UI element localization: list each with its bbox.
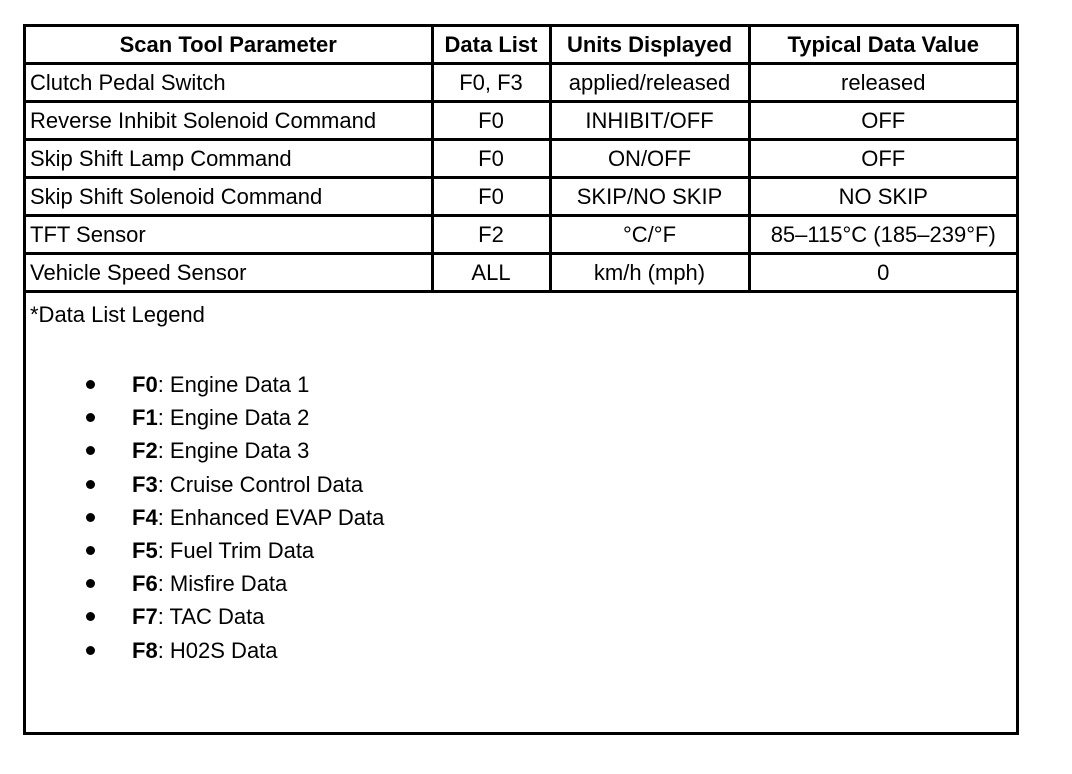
legend-label: : Engine Data 3 [157, 438, 310, 464]
list-item [30, 501, 1016, 534]
table-row [26, 216, 1016, 254]
legend-title: *Data List Legend [30, 302, 205, 327]
cell-typical-value: NO SKIP [749, 178, 1016, 216]
list-item [30, 368, 1016, 401]
legend-code: F8 [132, 637, 158, 663]
cell-data-list: F0 [432, 102, 550, 140]
table-row [26, 178, 1016, 216]
legend-label: : TAC Data [157, 604, 265, 630]
bullet-icon [86, 380, 95, 389]
bullet-icon [86, 413, 95, 422]
legend-label: : Engine Data 2 [157, 405, 310, 431]
bullet-icon [86, 579, 95, 588]
cell-data-list: F0 [432, 178, 550, 216]
cell-typical-value: OFF [749, 102, 1016, 140]
cell-parameter: Reverse Inhibit Solenoid Command [26, 102, 432, 140]
legend-code: F7 [132, 604, 158, 630]
legend-code: F0 [132, 372, 158, 397]
legend-label: : H02S Data [157, 637, 278, 663]
cell-units: ON/OFF [550, 140, 749, 178]
bullet-icon [86, 446, 95, 455]
header-scan-tool-parameter: Scan Tool Parameter [26, 27, 432, 64]
legend-code: F3 [132, 471, 158, 497]
legend-label: : Engine Data 1 [157, 372, 310, 397]
table-row [26, 254, 1016, 292]
legend-label: : Misfire Data [157, 571, 288, 597]
cell-parameter: Skip Shift Solenoid Command [26, 178, 432, 216]
legend-label: : Enhanced EVAP Data [157, 504, 385, 530]
cell-data-list: F2 [432, 216, 550, 254]
legend-list [30, 368, 1016, 667]
cell-typical-value: 85–115°C (185–239°F) [749, 216, 1016, 254]
legend-code: F2 [132, 438, 158, 464]
cell-units: INHIBIT/OFF [550, 102, 749, 140]
scan-tool-parameter-table [26, 27, 1016, 293]
bullet-icon [86, 513, 95, 522]
cell-units: km/h (mph) [550, 254, 749, 292]
legend-label: : Fuel Trim Data [157, 537, 315, 563]
cell-parameter: Skip Shift Lamp Command [26, 140, 432, 178]
legend-code: F6 [132, 571, 158, 597]
list-item [30, 401, 1016, 434]
list-item [30, 567, 1016, 600]
list-item [30, 468, 1016, 501]
cell-typical-value: OFF [749, 140, 1016, 178]
list-item [30, 534, 1016, 567]
legend-label: : Cruise Control Data [157, 471, 364, 497]
cell-typical-value: 0 [749, 254, 1016, 292]
list-item [30, 600, 1016, 633]
header-typical-data-value: Typical Data Value [749, 27, 1016, 64]
table-row [26, 64, 1016, 102]
legend-code: F1 [132, 405, 158, 431]
cell-data-list: F0, F3 [432, 64, 550, 102]
cell-units: °C/°F [550, 216, 749, 254]
list-item [30, 434, 1016, 467]
data-list-legend [26, 293, 1016, 667]
bullet-icon [86, 646, 95, 655]
cell-parameter: Vehicle Speed Sensor [26, 254, 432, 292]
list-item [30, 634, 1016, 667]
cell-typical-value: released [749, 64, 1016, 102]
header-data-list: Data List [432, 27, 550, 64]
cell-parameter: TFT Sensor [26, 216, 432, 254]
table-row [26, 140, 1016, 178]
table-header-row [26, 27, 1016, 64]
table-row [26, 102, 1016, 140]
bullet-icon [86, 612, 95, 621]
cell-parameter: Clutch Pedal Switch [26, 64, 432, 102]
legend-code: F4 [132, 504, 158, 530]
cell-data-list: ALL [432, 254, 550, 292]
bullet-icon [86, 546, 95, 555]
scan-tool-data-sheet [23, 24, 1019, 735]
bullet-icon [86, 480, 95, 489]
legend-code: F5 [132, 537, 158, 563]
cell-data-list: F0 [432, 140, 550, 178]
header-units-displayed: Units Displayed [550, 27, 749, 64]
cell-units: SKIP/NO SKIP [550, 178, 749, 216]
cell-units: applied/released [550, 64, 749, 102]
